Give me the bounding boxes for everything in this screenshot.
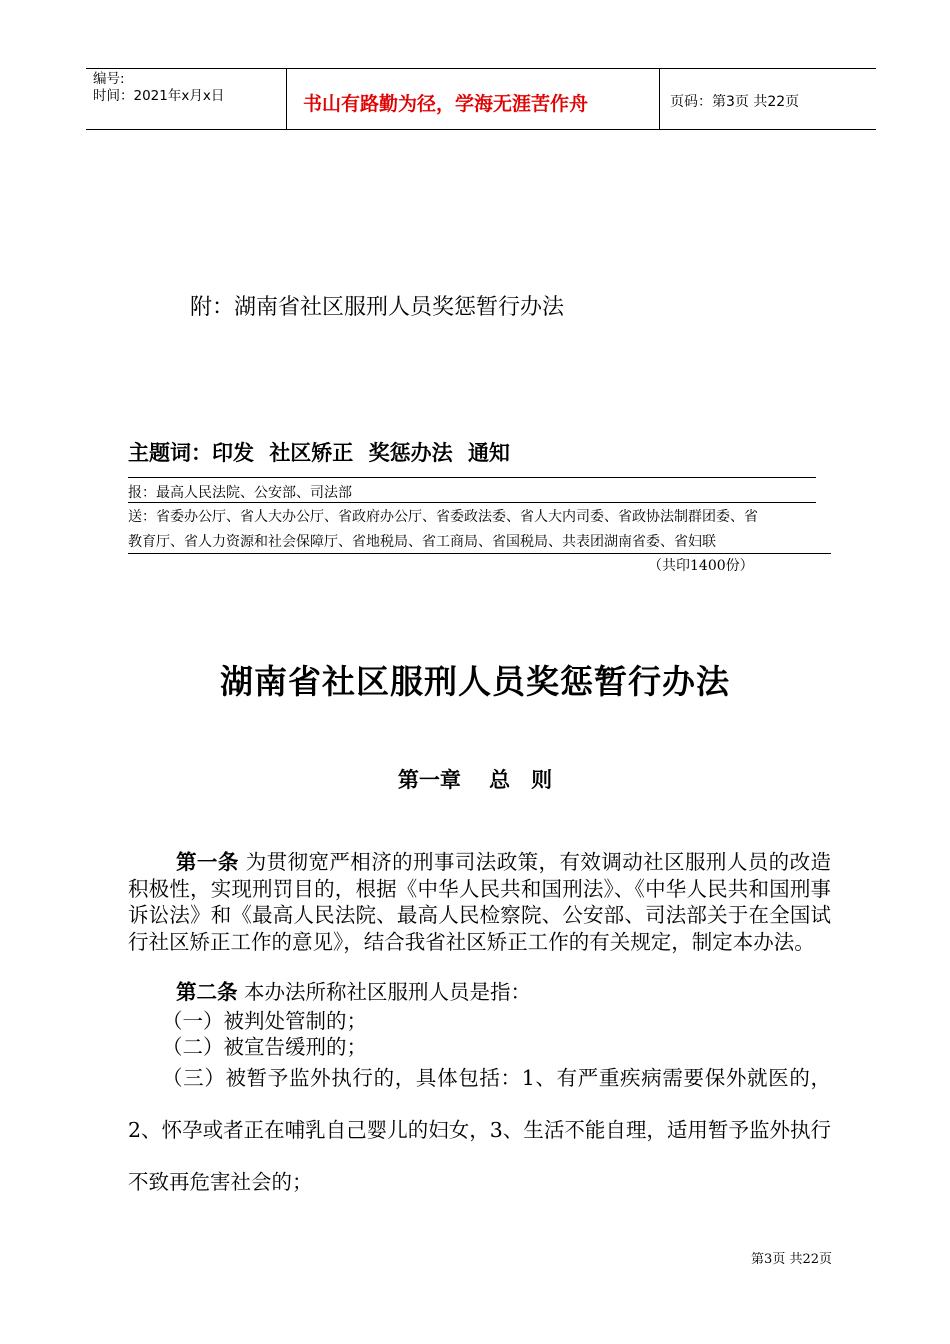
header-meta-cell	[86, 69, 287, 129]
page-footer: 第3页 共22页	[751, 1252, 832, 1267]
article-1	[128, 849, 831, 955]
subject-label: 主题词：印发	[128, 441, 254, 465]
motto: 书山有路勤为径，学海无涯苦作舟	[303, 93, 589, 115]
page-code: 页码：第3页 共22页	[670, 94, 800, 110]
document-title: 湖南省社区服刑人员奖惩暂行办法	[220, 662, 730, 701]
article-label: 第二条	[176, 980, 238, 1004]
time-label: 时间：2021年x月x日	[93, 88, 225, 104]
divider	[128, 477, 816, 478]
article-2	[128, 979, 831, 1006]
report-to: 报：最高人民法院、公安部、司法部	[128, 485, 352, 501]
header-motto-cell	[286, 69, 660, 129]
send-to-line: 教育厅、省人力资源和社会保障厅、省地税局、省工商局、省国税局、共表团湖南省委、省妇联	[128, 534, 716, 550]
subject-term: 奖惩办法	[368, 441, 453, 465]
article-label: 第一条	[176, 850, 239, 874]
list-item: （三）被暂予监外执行的，具体包括：1、有严重疾病需要保外就医的，2、怀孕或者正在哺乳自己婴儿的妇女，3、生活不能自理，适用暂予监外执行不致再危害社会的；	[128, 1066, 831, 1194]
subject-term: 通知	[467, 441, 510, 465]
document-header	[86, 68, 876, 130]
header-page-cell	[660, 69, 876, 129]
list-item: （二）被宣告缓刑的；	[162, 1035, 367, 1059]
number-label: 编号:	[93, 71, 125, 87]
print-count: （共印1400份）	[648, 558, 754, 574]
attachment-line: 附：湖南省社区服刑人员奖惩暂行办法	[190, 295, 565, 320]
divider	[128, 553, 831, 554]
subject-term: 社区矫正	[269, 441, 354, 465]
article-text: 本办法所称社区服刑人员是指：	[244, 980, 532, 1004]
divider	[128, 502, 816, 503]
chapter-heading: 第一章 总 则	[397, 768, 553, 792]
list-item: （一）被判处管制的；	[162, 1009, 367, 1033]
article-text: 为贯彻宽严相济的刑事司法政策，有效调动社区服刑人员的改造积极性，实现刑罚目的，根据《中华人民共和国刑法》、《中华人民共和国刑事诉讼法》和《最高人民法院、最高人民检察院、公安部、司法部关于在全国试行社区矫正工作的意见》，结合我省社区矫正工作的有关规定，制定本办法。	[128, 850, 831, 954]
subject-words	[128, 437, 518, 467]
send-to-line: 送：省委办公厅、省人大办公厅、省政府办公厅、省委政法委、省人大内司委、省政协法制群团委、省	[128, 509, 758, 525]
